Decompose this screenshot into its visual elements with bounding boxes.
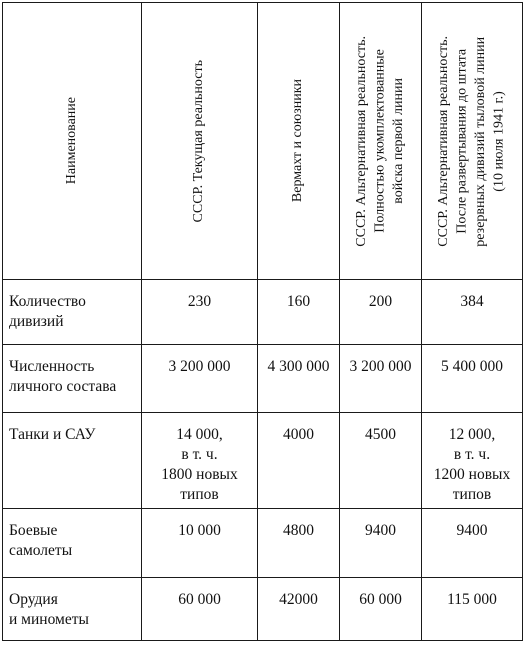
table-row bbox=[3, 280, 523, 345]
table-cell: 160 bbox=[258, 280, 340, 345]
table-cell: 60 000 bbox=[340, 578, 422, 641]
header-label: СССР. Альтернативная реальность. После развертывания до штата резервных дивизий тыловой линии (10 июля 1941 г.) bbox=[436, 35, 507, 247]
header-label: Вермахт и союзники bbox=[290, 79, 306, 203]
table-cell: 3 200 000 bbox=[340, 345, 422, 413]
table-cell: 60 000 bbox=[142, 578, 258, 641]
table-cell: 4000 bbox=[258, 413, 340, 509]
table-cell: 9400 bbox=[422, 509, 523, 578]
table-cell: 3 200 000 bbox=[142, 345, 258, 413]
table-cell: 12 000, в т. ч. 1200 новых типов bbox=[422, 413, 523, 509]
row-label: Танки и САУ bbox=[3, 413, 142, 509]
table-cell: 4800 bbox=[258, 509, 340, 578]
table-row bbox=[3, 345, 523, 413]
row-label: Количество дивизий bbox=[3, 280, 142, 345]
header-label: СССР. Текущая реальность bbox=[191, 59, 207, 223]
header-row bbox=[3, 3, 523, 280]
row-label: Орудия и минометы bbox=[3, 578, 142, 641]
header-cell-ussr-current bbox=[142, 3, 258, 280]
header-cell-wehrmacht bbox=[258, 3, 340, 280]
table-cell: 200 bbox=[340, 280, 422, 345]
table-cell: 10 000 bbox=[142, 509, 258, 578]
table-cell: 5 400 000 bbox=[422, 345, 523, 413]
table-cell: 230 bbox=[142, 280, 258, 345]
header-label: СССР. Альтернативная реальность. Полностью укомплектованные войска первой линии bbox=[353, 35, 406, 247]
table-row bbox=[3, 509, 523, 578]
table-cell: 42000 bbox=[258, 578, 340, 641]
header-cell-ussr-alt-reserve bbox=[422, 3, 523, 280]
table-cell: 9400 bbox=[340, 509, 422, 578]
forces-comparison-table bbox=[2, 2, 523, 641]
table-cell: 384 bbox=[422, 280, 523, 345]
header-cell-name bbox=[3, 3, 142, 280]
table-cell: 4500 bbox=[340, 413, 422, 509]
table-cell: 14 000, в т. ч. 1800 новых типов bbox=[142, 413, 258, 509]
table-cell: 115 000 bbox=[422, 578, 523, 641]
row-label: Численность личного состава bbox=[3, 345, 142, 413]
row-label: Боевые самолеты bbox=[3, 509, 142, 578]
header-cell-ussr-alt-first-line bbox=[340, 3, 422, 280]
comparison-table-container bbox=[2, 2, 522, 647]
table-row bbox=[3, 413, 523, 509]
table-row bbox=[3, 578, 523, 641]
header-label: Наименование bbox=[63, 97, 79, 185]
table-cell: 4 300 000 bbox=[258, 345, 340, 413]
